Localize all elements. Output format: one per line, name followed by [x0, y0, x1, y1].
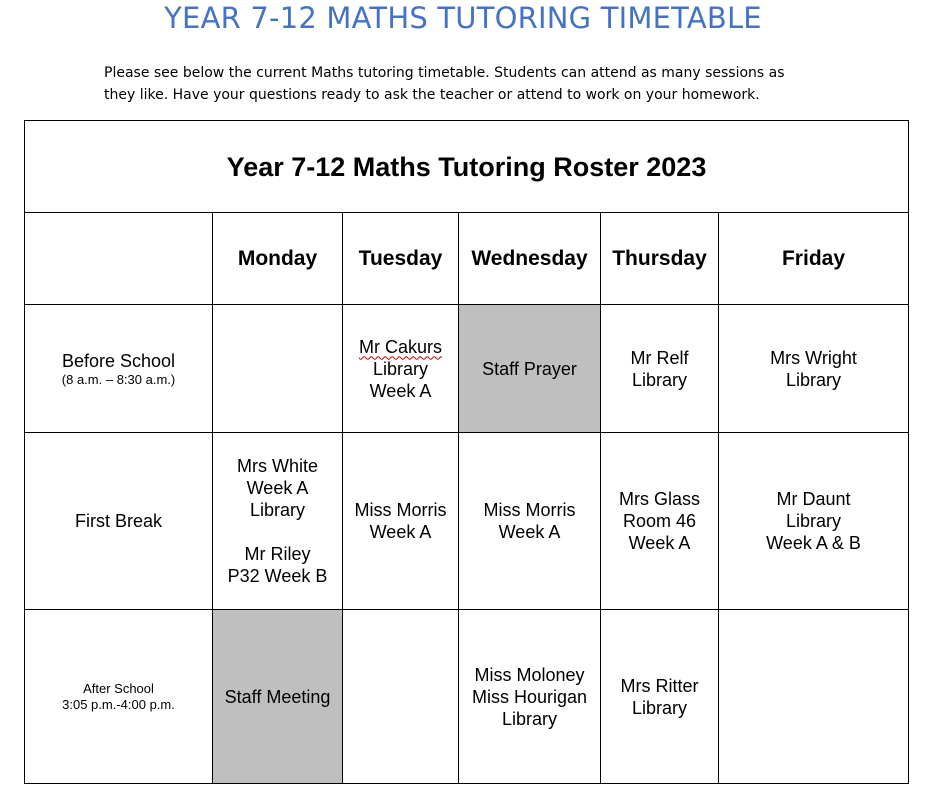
teacher-name: Mrs White [237, 456, 318, 476]
teacher-name: Mrs Wright [770, 347, 857, 368]
page-title: YEAR 7-12 MATHS TUTORING TIMETABLE [164, 1, 762, 35]
teacher-name: Mr Daunt [776, 489, 851, 509]
roster-cell-break-wednesday [459, 433, 601, 610]
roster-cell-before-monday [213, 305, 343, 433]
week: Week A [498, 522, 561, 542]
roster-cell-after-friday [719, 610, 909, 784]
roster-cell-before-wednesday [459, 305, 601, 433]
location: Library [249, 500, 306, 520]
location: Room 46 [622, 511, 697, 531]
week: Week A [628, 533, 691, 553]
day-header-wednesday: Wednesday [459, 213, 601, 305]
week: Week A [369, 522, 432, 542]
week: Week A & B [766, 533, 861, 553]
day-header-friday: Friday [719, 213, 909, 305]
intro-line: Please see below the current Maths tutoring timetable. Students can attend as many sessions as [104, 65, 785, 81]
roster-title: Year 7-12 Maths Tutoring Roster 2023 [25, 121, 909, 213]
roster-cell-after-monday [213, 610, 343, 784]
intro-line: they like. Have your questions ready to ask the teacher or attend to work on your homework. [104, 87, 760, 103]
teacher-name: Mr Riley [244, 544, 311, 564]
slot-label: Before School [61, 350, 176, 371]
roster-cell-after-wednesday [459, 610, 601, 784]
roster-cell-break-monday [213, 433, 343, 610]
day-header-thursday: Thursday [601, 213, 719, 305]
slot-time: (8 a.m. – 8:30 a.m.) [61, 371, 176, 387]
teacher-name: Mr Relf [630, 347, 689, 368]
intro-paragraph [104, 62, 824, 106]
roster-cell-before-friday [719, 305, 909, 433]
staff-prayer-label: Staff Prayer [482, 358, 577, 379]
roster-cell-after-thursday [601, 610, 719, 784]
teacher-name: Miss Hourigan [471, 686, 588, 707]
table-row [25, 433, 909, 610]
slot-cell-first-break [25, 433, 213, 610]
line-gap [213, 521, 342, 543]
location: Library [785, 369, 842, 390]
teacher-name: Mrs Ritter [620, 675, 699, 696]
location: Library [785, 511, 842, 531]
teacher-name: Miss Morris [483, 500, 576, 520]
roster-cell-after-tuesday [343, 610, 459, 784]
slot-cell-after-school [25, 610, 213, 784]
day-header-tuesday: Tuesday [343, 213, 459, 305]
teacher-name: Miss Moloney [474, 664, 585, 685]
roster-cell-break-tuesday [343, 433, 459, 610]
header-empty-cell [25, 213, 213, 305]
week: Week A [369, 380, 432, 401]
table-row [25, 610, 909, 784]
roster-cell-before-tuesday [343, 305, 459, 433]
slot-cell-before-school [25, 305, 213, 433]
week: Week A [246, 478, 309, 498]
teacher-name: Miss Morris [354, 500, 447, 520]
slot-label: First Break [74, 511, 162, 531]
location: Library [501, 708, 558, 729]
location: Library [372, 358, 429, 379]
roster-cell-break-friday [719, 433, 909, 610]
slot-time: 3:05 p.m.-4:00 p.m. [62, 696, 175, 712]
table-row [25, 305, 909, 433]
roster-cell-break-thursday [601, 433, 719, 610]
location: Library [631, 697, 688, 718]
roster-table [24, 120, 909, 784]
location-week: P32 Week B [227, 566, 328, 586]
teacher-name: Mr Cakurs [358, 336, 442, 357]
day-header-monday: Monday [213, 213, 343, 305]
roster-cell-before-thursday [601, 305, 719, 433]
location: Library [631, 369, 688, 390]
teacher-name: Mrs Glass [619, 489, 700, 509]
slot-label: After School [83, 680, 154, 696]
staff-meeting-label: Staff Meeting [224, 686, 331, 707]
